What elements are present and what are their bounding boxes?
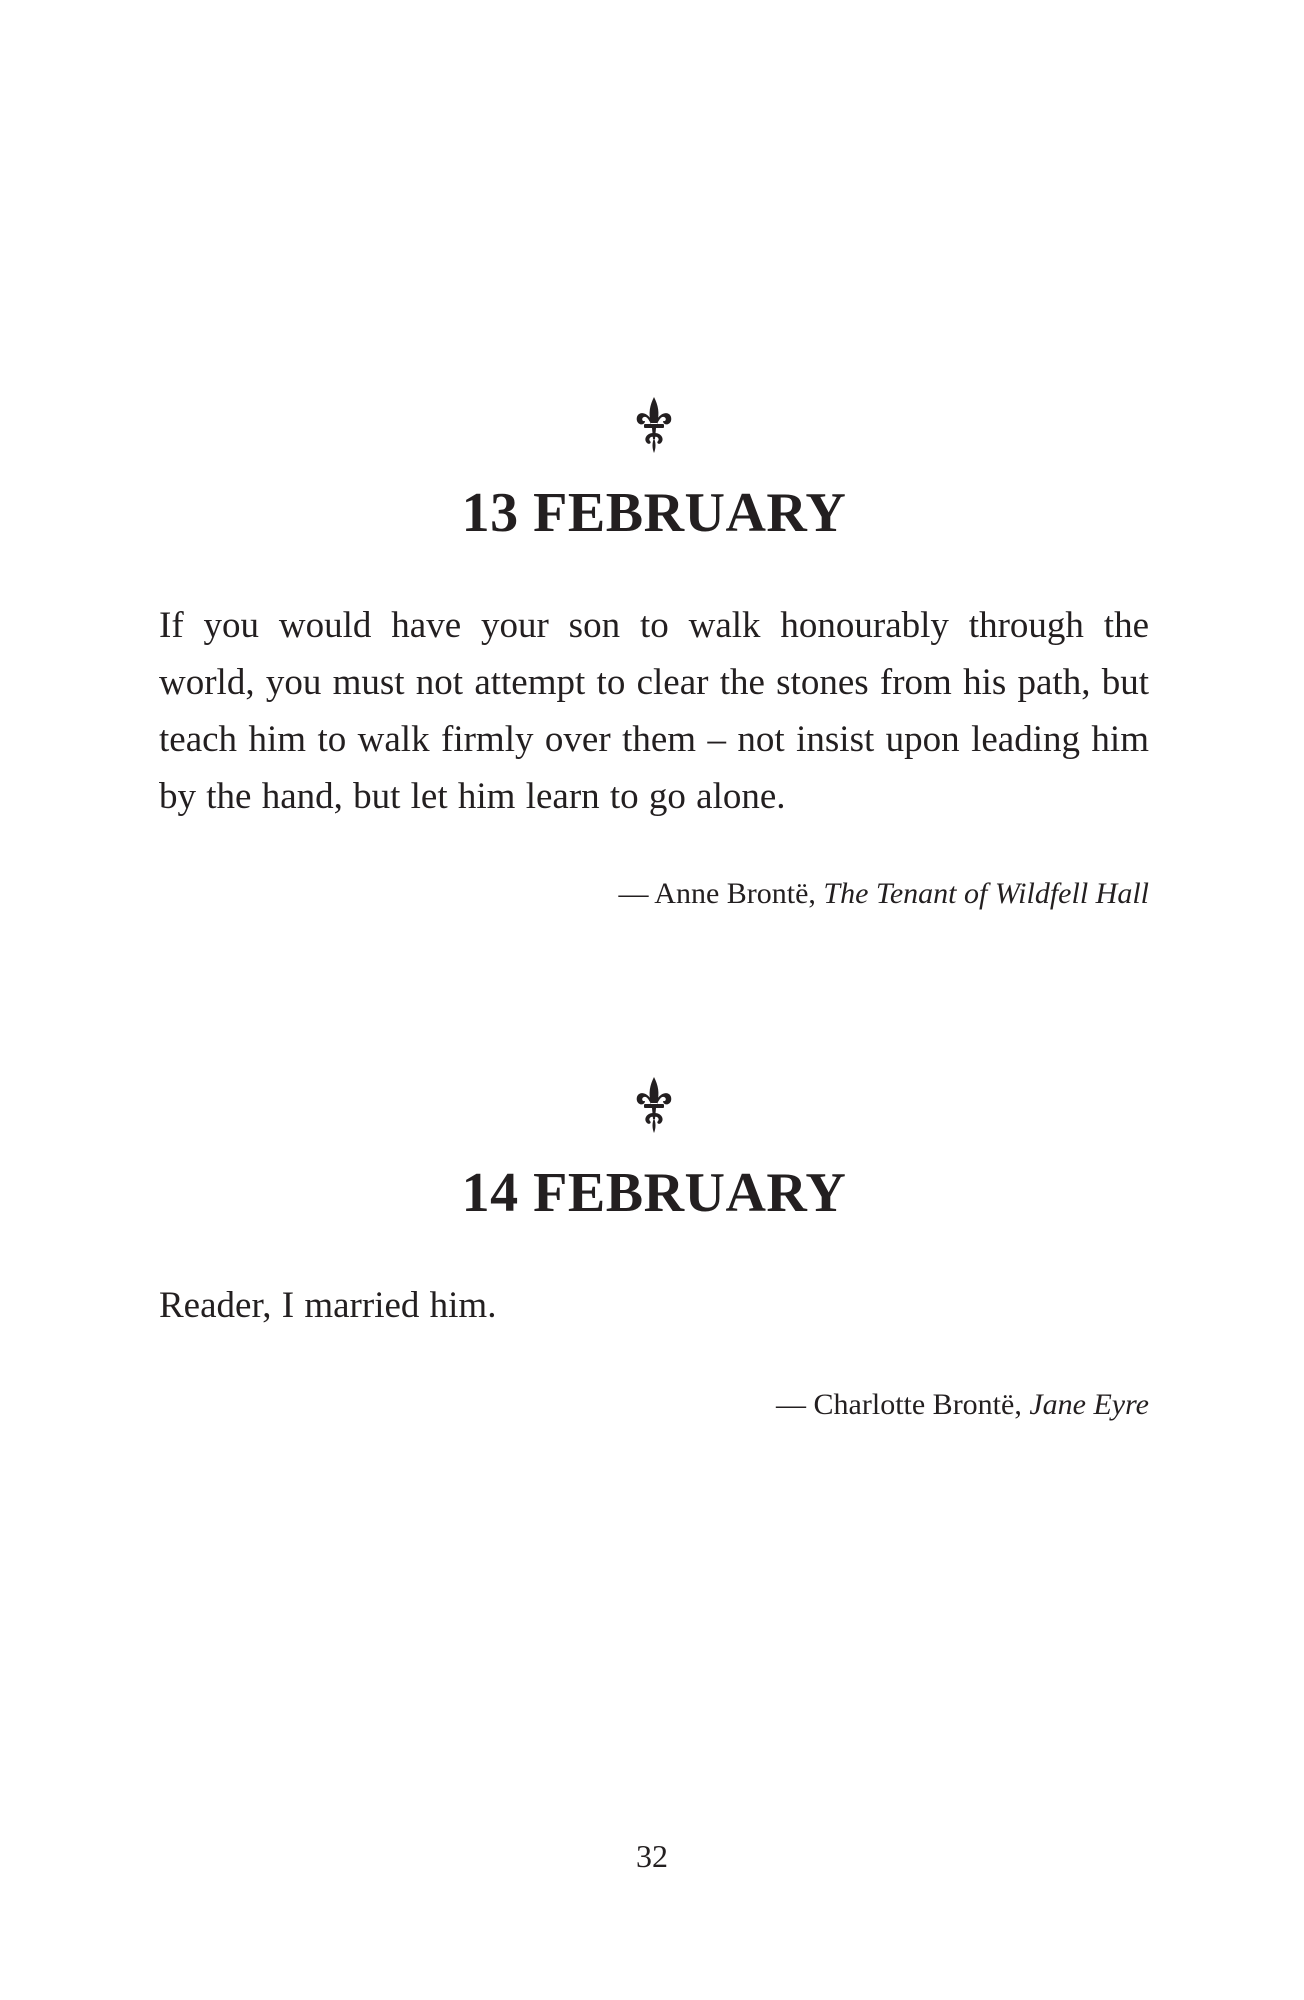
page-number: 32 xyxy=(636,1838,668,1874)
date-heading: 14 FEBRUARY xyxy=(461,1162,847,1224)
attribution-author: — Anne Brontë, xyxy=(618,877,824,910)
attribution-work-title: The Tenant of Wildfell Hall xyxy=(823,877,1149,910)
attribution-author: — Charlotte Brontë, xyxy=(776,1388,1030,1421)
attribution xyxy=(159,879,1149,909)
entry-14-february xyxy=(159,1075,1149,1420)
entry-13-february xyxy=(159,395,1149,909)
fleur-de-lis-icon xyxy=(632,395,676,455)
date-heading: 13 FEBRUARY xyxy=(461,482,847,544)
quote-text: Reader, I married him. xyxy=(159,1285,497,1326)
quote-text: If you would have your son to walk honourably through the world, you must not attempt to clear the stones from his path, but teach him to walk firmly over them – not insist upon leading him by the hand, but let him learn to go alone. xyxy=(159,605,1149,817)
fleur-de-lis-icon xyxy=(632,1075,676,1135)
attribution-work-title: Jane Eyre xyxy=(1029,1388,1149,1421)
attribution xyxy=(159,1390,1149,1420)
